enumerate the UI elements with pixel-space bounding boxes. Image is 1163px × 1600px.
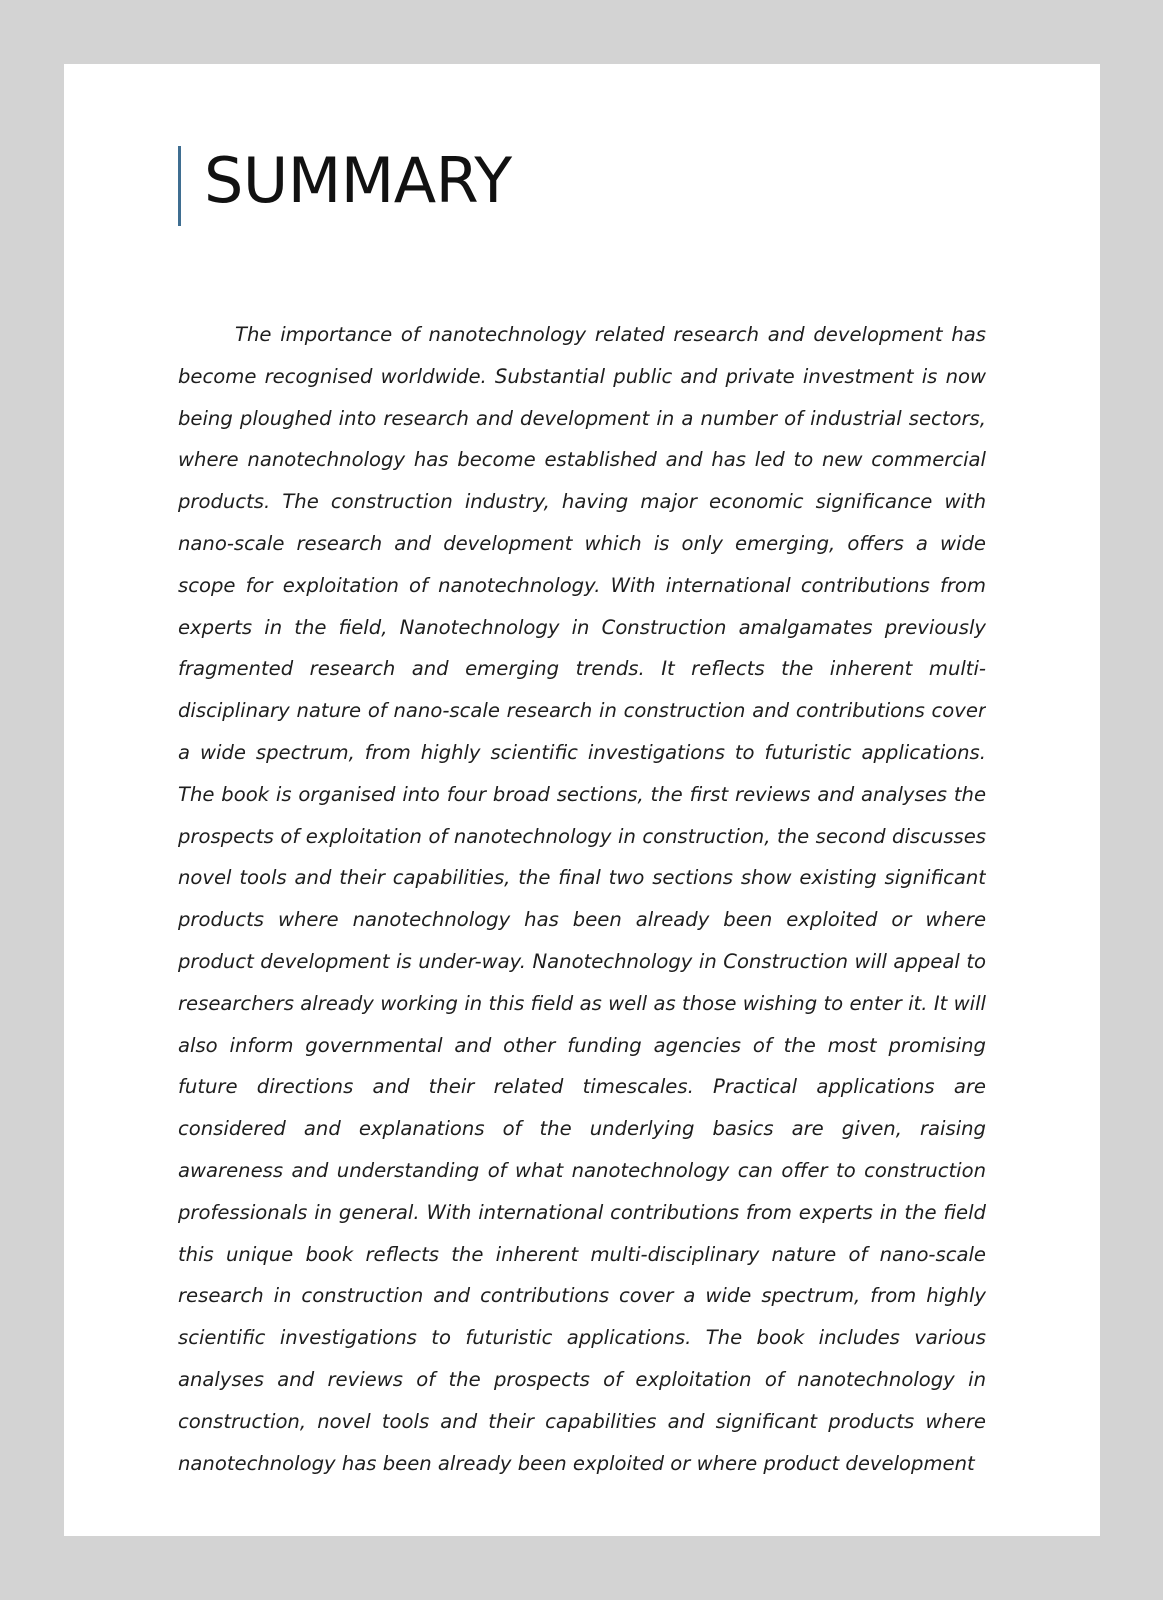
summary-paragraph: The importance of nanotechnology related research and development has become recognised worldwide. Substantial public and private investment is now being ploughed into research and development in a number of industrial sectors, where nanotechnology has become established and has led to new commercial products. The construction industry, having major economic significance with nano-scale research and development which is only emerging, offers a wide scope for exploitation of nanotechnology. With international contributions from experts in the field, Nanotechnology in Construction amalgamates previously fragmented research and emerging trends. It reflects the inherent multi-disciplinary nature of nano-scale research in construction and contributions cover a wide spectrum, from highly scientific investigations to futuristic applications. The book is organised into four broad sections, the first reviews and analyses the prospects of exploitation of nanotechnology in construction, the second discusses novel tools and their capabilities, the final two sections show existing significant products where nanotechnology has been already been exploited or where product development is under-way. Nanotechnology in Construction will appeal to researchers already working in this field as well as those wishing to enter it. It will also inform governmental and other funding agencies of the most promising future directions and their related timescales. Practical applications are considered and explanations of the underlying basics are given, raising awareness and understanding of what nanotechnology can offer to construction professionals in general. With international contributions from experts in the field this unique book reflects the inherent multi-disciplinary nature of nano-scale research in construction and contributions cover a wide spectrum, from highly scientific investigations to futuristic applications. The book includes various analyses and reviews of the prospects of exploitation of nanotechnology in construction, novel tools and their capabilities and significant products where nanotechnology has been already been exploited or where product development [178, 323, 986, 1475]
page-title: SUMMARY [204, 144, 512, 217]
body-text [178, 314, 986, 1532]
heading-accent-bar [178, 146, 181, 226]
document-page [64, 64, 1100, 1536]
